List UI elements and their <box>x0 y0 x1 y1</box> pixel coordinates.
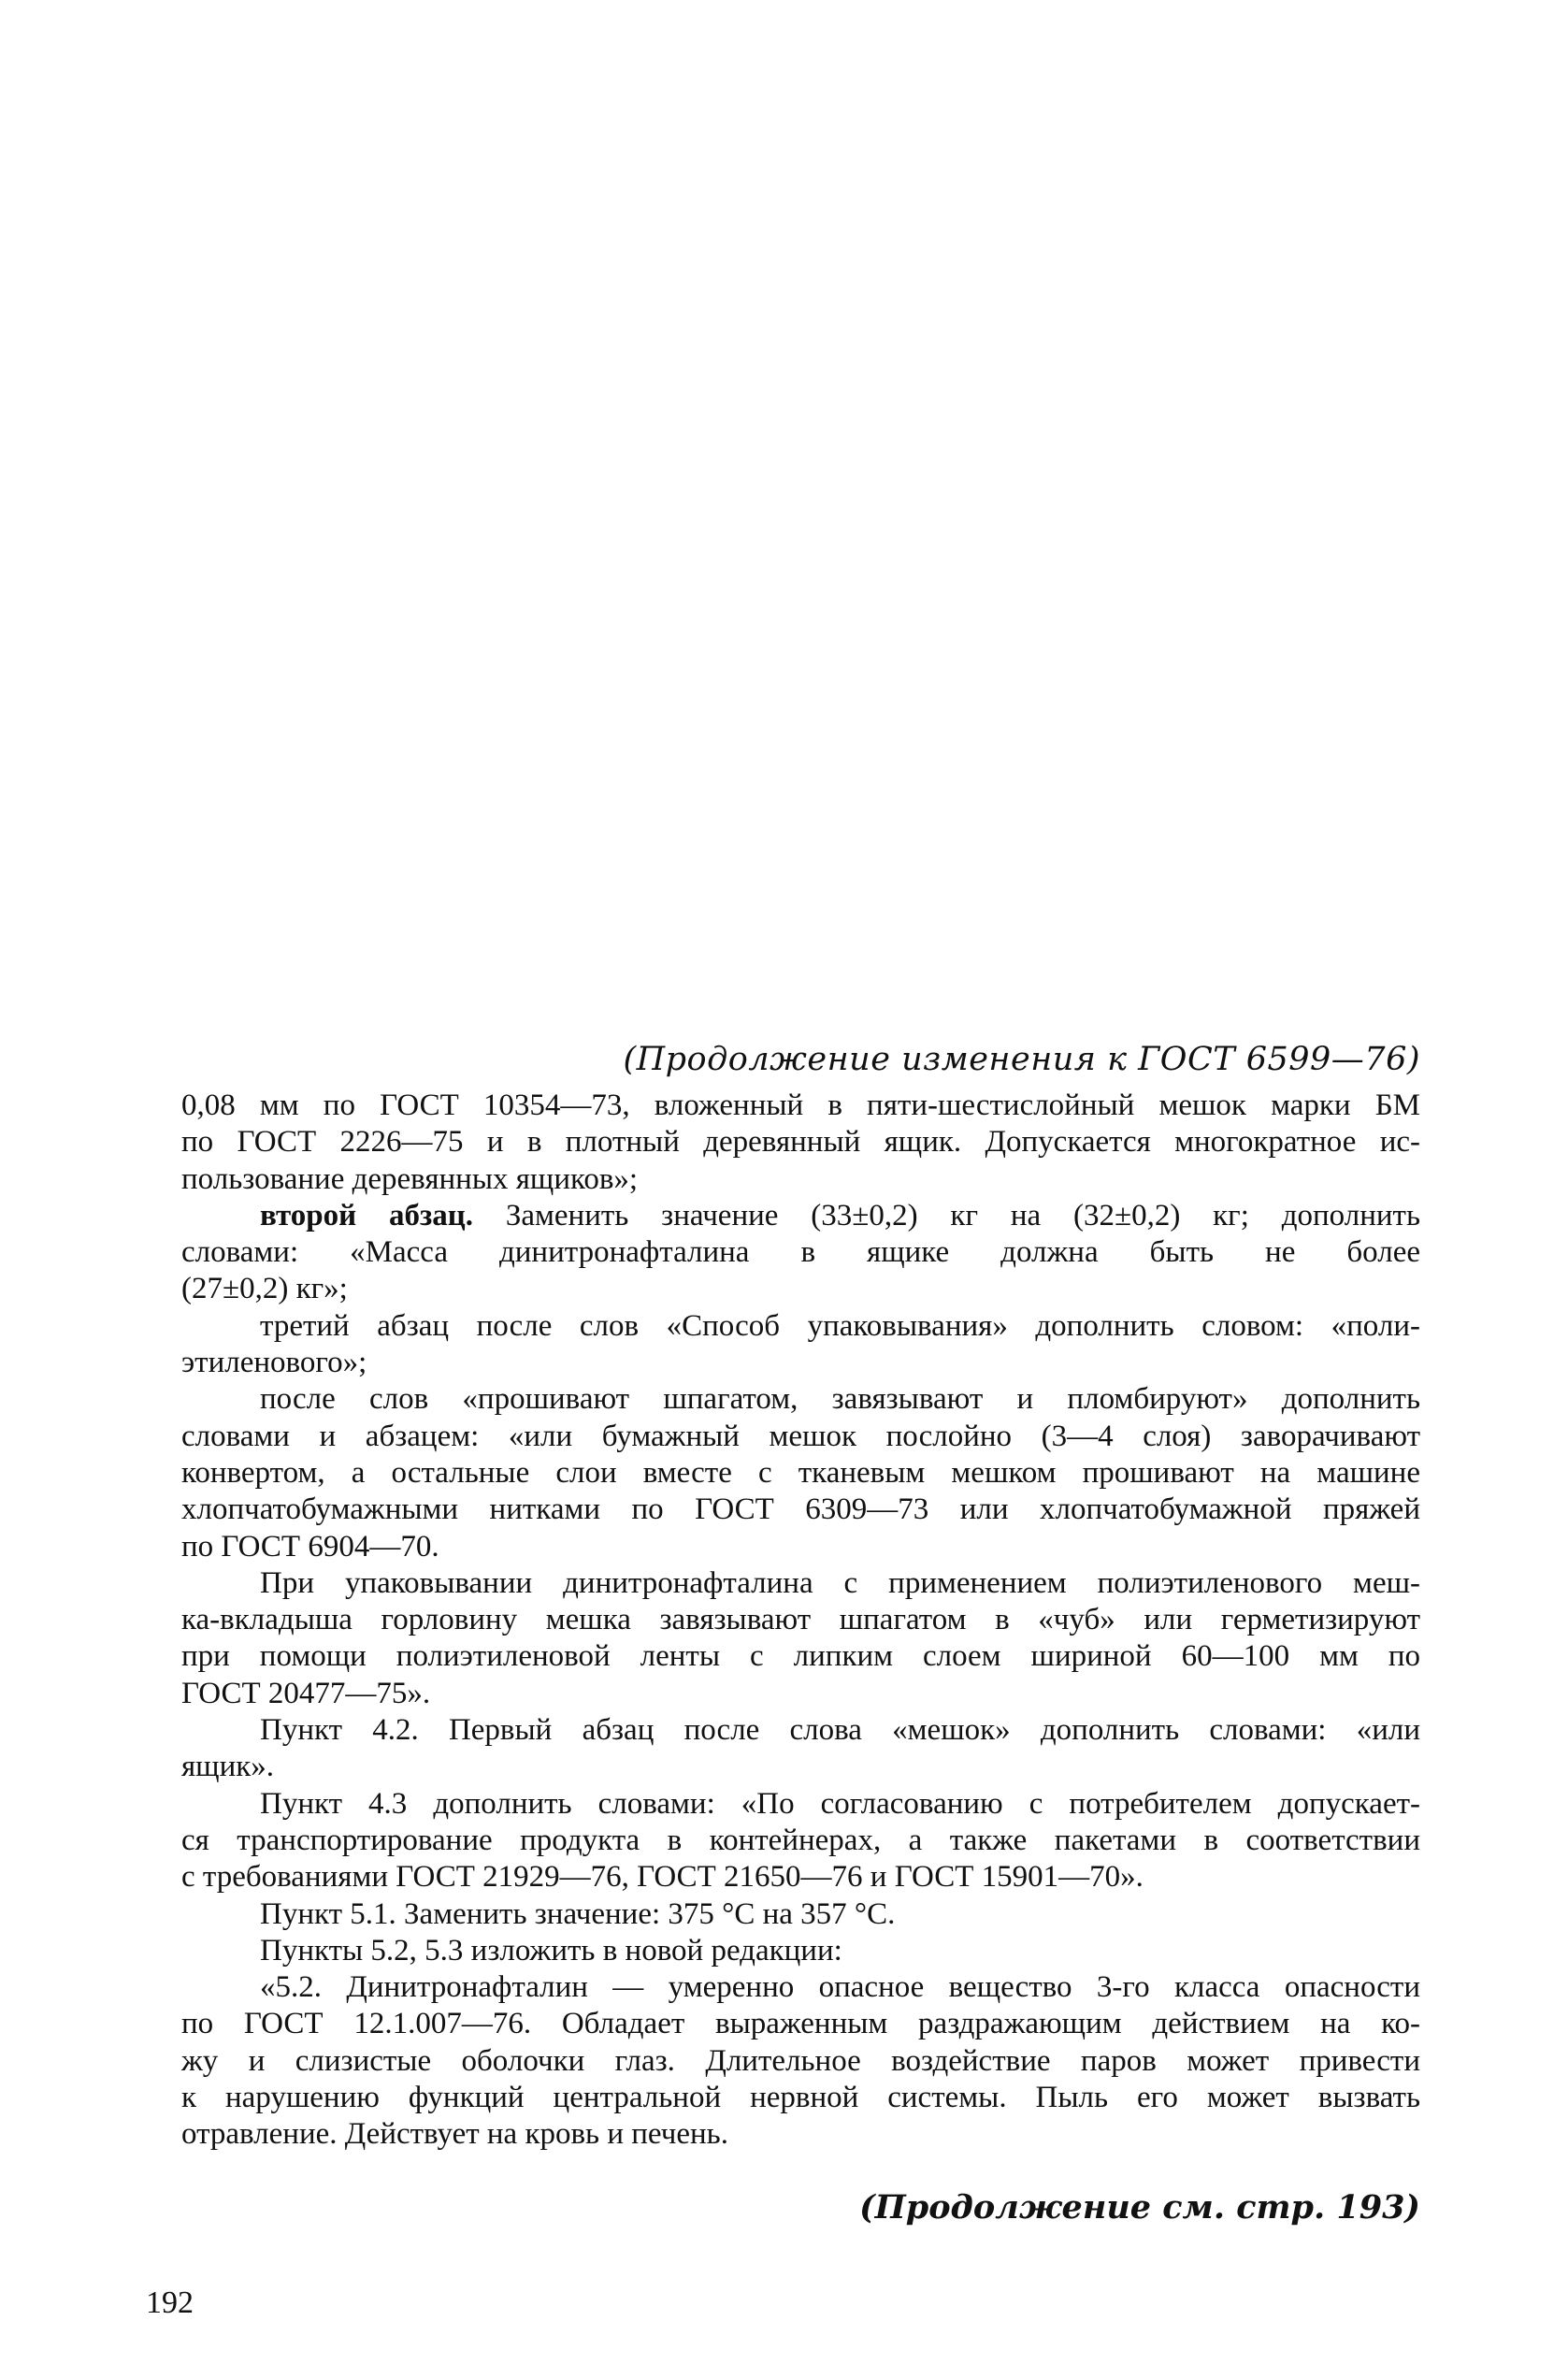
text-line <box>181 1198 1420 1234</box>
body-text <box>181 1088 1420 2154</box>
text-line: ка-вкладыша горловину мешка завязывают шпагатом в «чуб» или герметизируют <box>181 1603 1420 1637</box>
text-line: пользование деревянных ящиков»; <box>181 1161 639 1196</box>
text-line: этиленового»; <box>181 1346 367 1380</box>
text-line: по ГОСТ 2226—75 и в плотный деревянный ящик. Допускается многократное ис- <box>181 1125 1420 1160</box>
continuation-footer: (Продолжение см. стр. 193) <box>859 2188 1420 2227</box>
text-line: жу и слизистые оболочки глаз. Длительное воздействие паров может привести <box>181 2043 1420 2078</box>
text-line: по ГОСТ 12.1.007—76. Обладает выраженным раздражающим действием на ко- <box>181 2007 1420 2041</box>
text-line: отравление. Действует на кровь и печень. <box>181 2117 728 2152</box>
text-line: (27±0,2) кг»; <box>181 1272 348 1306</box>
text-line: конвертом, а остальные слои вместе с тканевым мешком прошивают на машине <box>181 1455 1420 1490</box>
text-line: третий абзац после слов «Способ упаковывания» дополнить словом: «поли- <box>260 1308 1420 1343</box>
text-span: Заменить значение (33±0,2) кг на (32±0,2) кг; дополнить <box>473 1198 1420 1232</box>
text-line: ся транспортирование продукта в контейнерах, а также пакетами в соответствии <box>181 1823 1420 1857</box>
paragraph-clause-4-3 <box>181 1786 1420 1896</box>
text-line: Пункт 5.1. Заменить значение: 375 °С на 357 °С. <box>260 1896 896 1931</box>
text-line: Пункт 4.2. Первый абзац после слова «мешок» дополнить словами: «или <box>260 1713 1420 1748</box>
page-number: 192 <box>146 2285 194 2320</box>
text-line: «5.2. Динитронафталин — умеренно опасное вещество 3-го класса опасности <box>260 1970 1420 2005</box>
text-line: при помощи полиэтиленовой ленты с липким слоем шириной 60—100 мм по <box>181 1639 1420 1674</box>
text-line: по ГОСТ 6904—70. <box>181 1529 439 1564</box>
paragraph-second-abzac <box>181 1198 1420 1308</box>
paragraph-packaging-spec <box>181 1088 1420 1198</box>
text-line: 0,08 мм по ГОСТ 10354—73, вложенный в пяти-шестислойный мешок марки БМ <box>181 1088 1420 1122</box>
paragraph-sealing <box>181 1381 1420 1564</box>
paragraph-polyethylene-liner <box>181 1565 1420 1712</box>
paragraph-clause-5-1 <box>181 1896 1420 1933</box>
lead-bold-text: второй абзац. <box>260 1198 474 1232</box>
paragraph-clause-4-2 <box>181 1712 1420 1786</box>
text-line: словами: «Масса динитронафталина в ящике должна быть не более <box>181 1235 1420 1270</box>
text-line: к нарушению функций центральной нервной системы. Пыль его может вызвать <box>181 2081 1420 2115</box>
text-line: Пункт 4.3 дополнить словами: «По согласованию с потребителем допускает- <box>260 1786 1420 1821</box>
text-line: ГОСТ 20477—75». <box>181 1676 431 1710</box>
text-line: При упаковывании динитронафталина с применением полиэтиленового меш- <box>260 1565 1420 1600</box>
paragraph-clauses-5-2-5-3 <box>181 1933 1420 1969</box>
text-line: Пункты 5.2, 5.3 изложить в новой редакции: <box>260 1933 842 1968</box>
paragraph-clause-5-2-text <box>181 1969 1420 2153</box>
text-line: после слов «прошивают шпагатом, завязывают и пломбируют» дополнить <box>260 1382 1420 1417</box>
continuation-header: (Продолжение изменения к ГОСТ 6599—76) <box>623 1041 1420 1078</box>
text-line: словами и абзацем: «или бумажный мешок послойно (3—4 слоя) заворачивают <box>181 1419 1420 1453</box>
text-line: ящик». <box>181 1750 275 1784</box>
text-line: с требованиями ГОСТ 21929—76, ГОСТ 21650—76 и ГОСТ 15901—70». <box>181 1860 1144 1895</box>
paragraph-third-abzac <box>181 1308 1420 1382</box>
text-line: хлопчатобумажными нитками по ГОСТ 6309—73 или хлопчатобумажной пряжей <box>181 1492 1420 1527</box>
